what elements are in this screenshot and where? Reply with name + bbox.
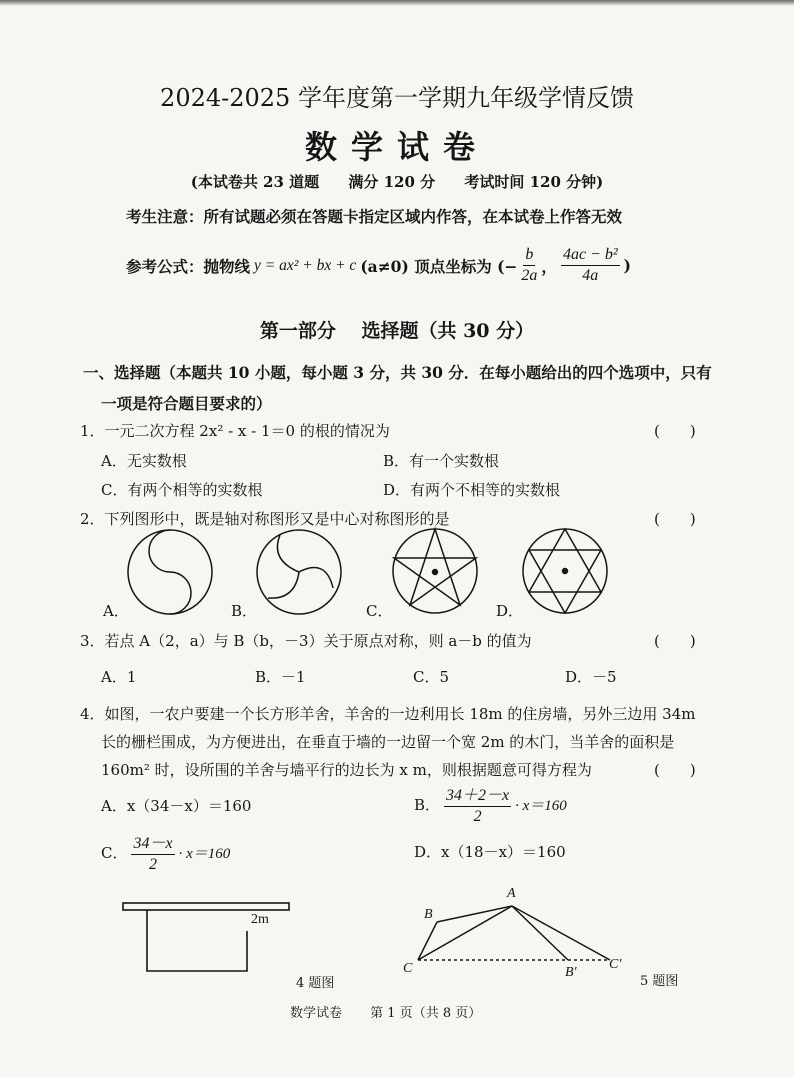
- info-time: 考试时间 120 分钟): [464, 173, 604, 191]
- fraction-denominator: 2: [473, 808, 482, 825]
- fig5-caption: 5 题图: [640, 974, 679, 989]
- fraction-numerator: b: [523, 246, 535, 266]
- figure-5-triangles: [418, 906, 610, 960]
- figure-c-pentagram: [393, 529, 477, 613]
- fraction-denominator: 4a: [582, 267, 599, 284]
- formula-close: ): [623, 256, 631, 275]
- formula-equation: y = ax² + bx + c: [254, 256, 357, 274]
- option-b-fraction: [444, 782, 511, 826]
- answer-paren: ( ): [654, 422, 696, 440]
- fig5-point-b-prime: B′: [565, 965, 577, 980]
- option-letter: B．: [414, 795, 441, 814]
- fraction-numerator: 4ac − b²: [561, 246, 620, 266]
- fig5-point-c: C: [403, 961, 413, 976]
- q1-option-a: A．无实数根: [101, 452, 187, 470]
- section-instructions: 一、选择题（本题共 10 小题，每小题 3 分，共 30 分．在每小题给出的四个选项中，只有: [83, 363, 712, 382]
- q4-option-c: [101, 830, 230, 874]
- fig4-caption: 4 题图: [296, 976, 335, 991]
- option-c-fraction: [131, 830, 174, 874]
- q2-option-a-label: A．: [103, 602, 129, 620]
- q1-option-b: B．有一个实数根: [383, 452, 500, 470]
- fraction-numerator: 34＋2－x: [444, 782, 511, 807]
- question-4-stem-line3: 160m² 时，设所围的羊舍与墙平行的边长为 x m，则根据题意可得方程为: [101, 761, 592, 779]
- question-4-stem-line2: 长的栅栏围成，为方便进出，在垂直于墙的一边留一个宽 2m 的木门，当羊舍的面积是: [101, 733, 675, 751]
- q3-option-d: D．－5: [565, 668, 617, 686]
- option-tail: · x＝160: [515, 797, 567, 814]
- question-1-stem: 1．一元二次方程 2x² - x - 1＝0 的根的情况为: [80, 422, 390, 440]
- exam-title: 2024-2025 学年度第一学期九年级学情反馈: [160, 84, 634, 112]
- fig5-point-b: B: [424, 907, 433, 922]
- info-score: 满分 120 分: [348, 173, 436, 191]
- fig5-point-a: A: [507, 886, 516, 901]
- answer-paren: ( ): [654, 632, 696, 650]
- formula-comma: ，: [541, 256, 557, 276]
- figure-b-triskelion: [257, 530, 341, 614]
- fig5-point-c-prime: C′: [609, 957, 622, 972]
- figure-a-yinyang: [128, 530, 212, 614]
- q1-option-c: C．有两个相等的实数根: [101, 481, 263, 499]
- answer-paren: ( ): [654, 510, 696, 528]
- fraction-denominator: 2a: [521, 267, 538, 284]
- answer-paren: ( ): [654, 761, 696, 779]
- section-instructions-cont: 一项是符合题目要求的）: [101, 394, 272, 413]
- q4-option-a: A．x（34－x）＝160: [101, 797, 252, 815]
- q3-option-a: A．1: [101, 668, 137, 686]
- q4-option-d: D．x（18－x）＝160: [414, 843, 566, 861]
- q2-option-c-label: C．: [366, 602, 393, 620]
- exam-subtitle: 数学试卷: [304, 128, 489, 166]
- question-3-stem: 3．若点 A（2，a）与 B（b，－3）关于原点对称，则 a－b 的值为: [80, 632, 532, 650]
- option-letter: C．: [101, 843, 128, 862]
- q3-option-b: B．－1: [255, 668, 306, 686]
- formula-prefix: 参考公式：抛物线: [126, 256, 251, 276]
- q1-option-d: D．有两个不相等的实数根: [383, 481, 561, 499]
- question-4-stem-line1: 4．如图，一农户要建一个长方形羊舍，羊舍的一边利用长 18m 的住房墙，另外三边用 34m: [80, 705, 696, 723]
- figure-d-hexagram: [523, 529, 607, 613]
- fig4-door-label: 2m: [251, 912, 269, 927]
- info-questions: (本试卷共 23 道题: [190, 173, 320, 191]
- q2-option-b-label: B．: [231, 602, 258, 620]
- q4-option-b: [414, 782, 567, 826]
- footer-page: 第 1 页（共 8 页）: [370, 1006, 482, 1021]
- formula-condition: (a≠0) 顶点坐标为 (−: [360, 256, 518, 276]
- exam-notice: 考生注意：所有试题必须在答题卡指定区域内作答，在本试卷上作答无效: [126, 207, 623, 226]
- footer-name: 数学试卷: [290, 1006, 343, 1021]
- fraction-denominator: 2: [149, 856, 158, 873]
- option-tail: · x＝160: [178, 845, 231, 862]
- part-title: 第一部分 选择题（共 30 分）: [259, 320, 535, 342]
- fraction-numerator: 34－x: [131, 830, 174, 855]
- page-footer: [290, 1002, 505, 1021]
- q3-option-c: C．5: [413, 668, 450, 686]
- q2-option-d-label: D．: [496, 602, 524, 620]
- question-2-stem: 2．下列图形中，既是轴对称图形又是中心对称图形的是: [80, 510, 450, 528]
